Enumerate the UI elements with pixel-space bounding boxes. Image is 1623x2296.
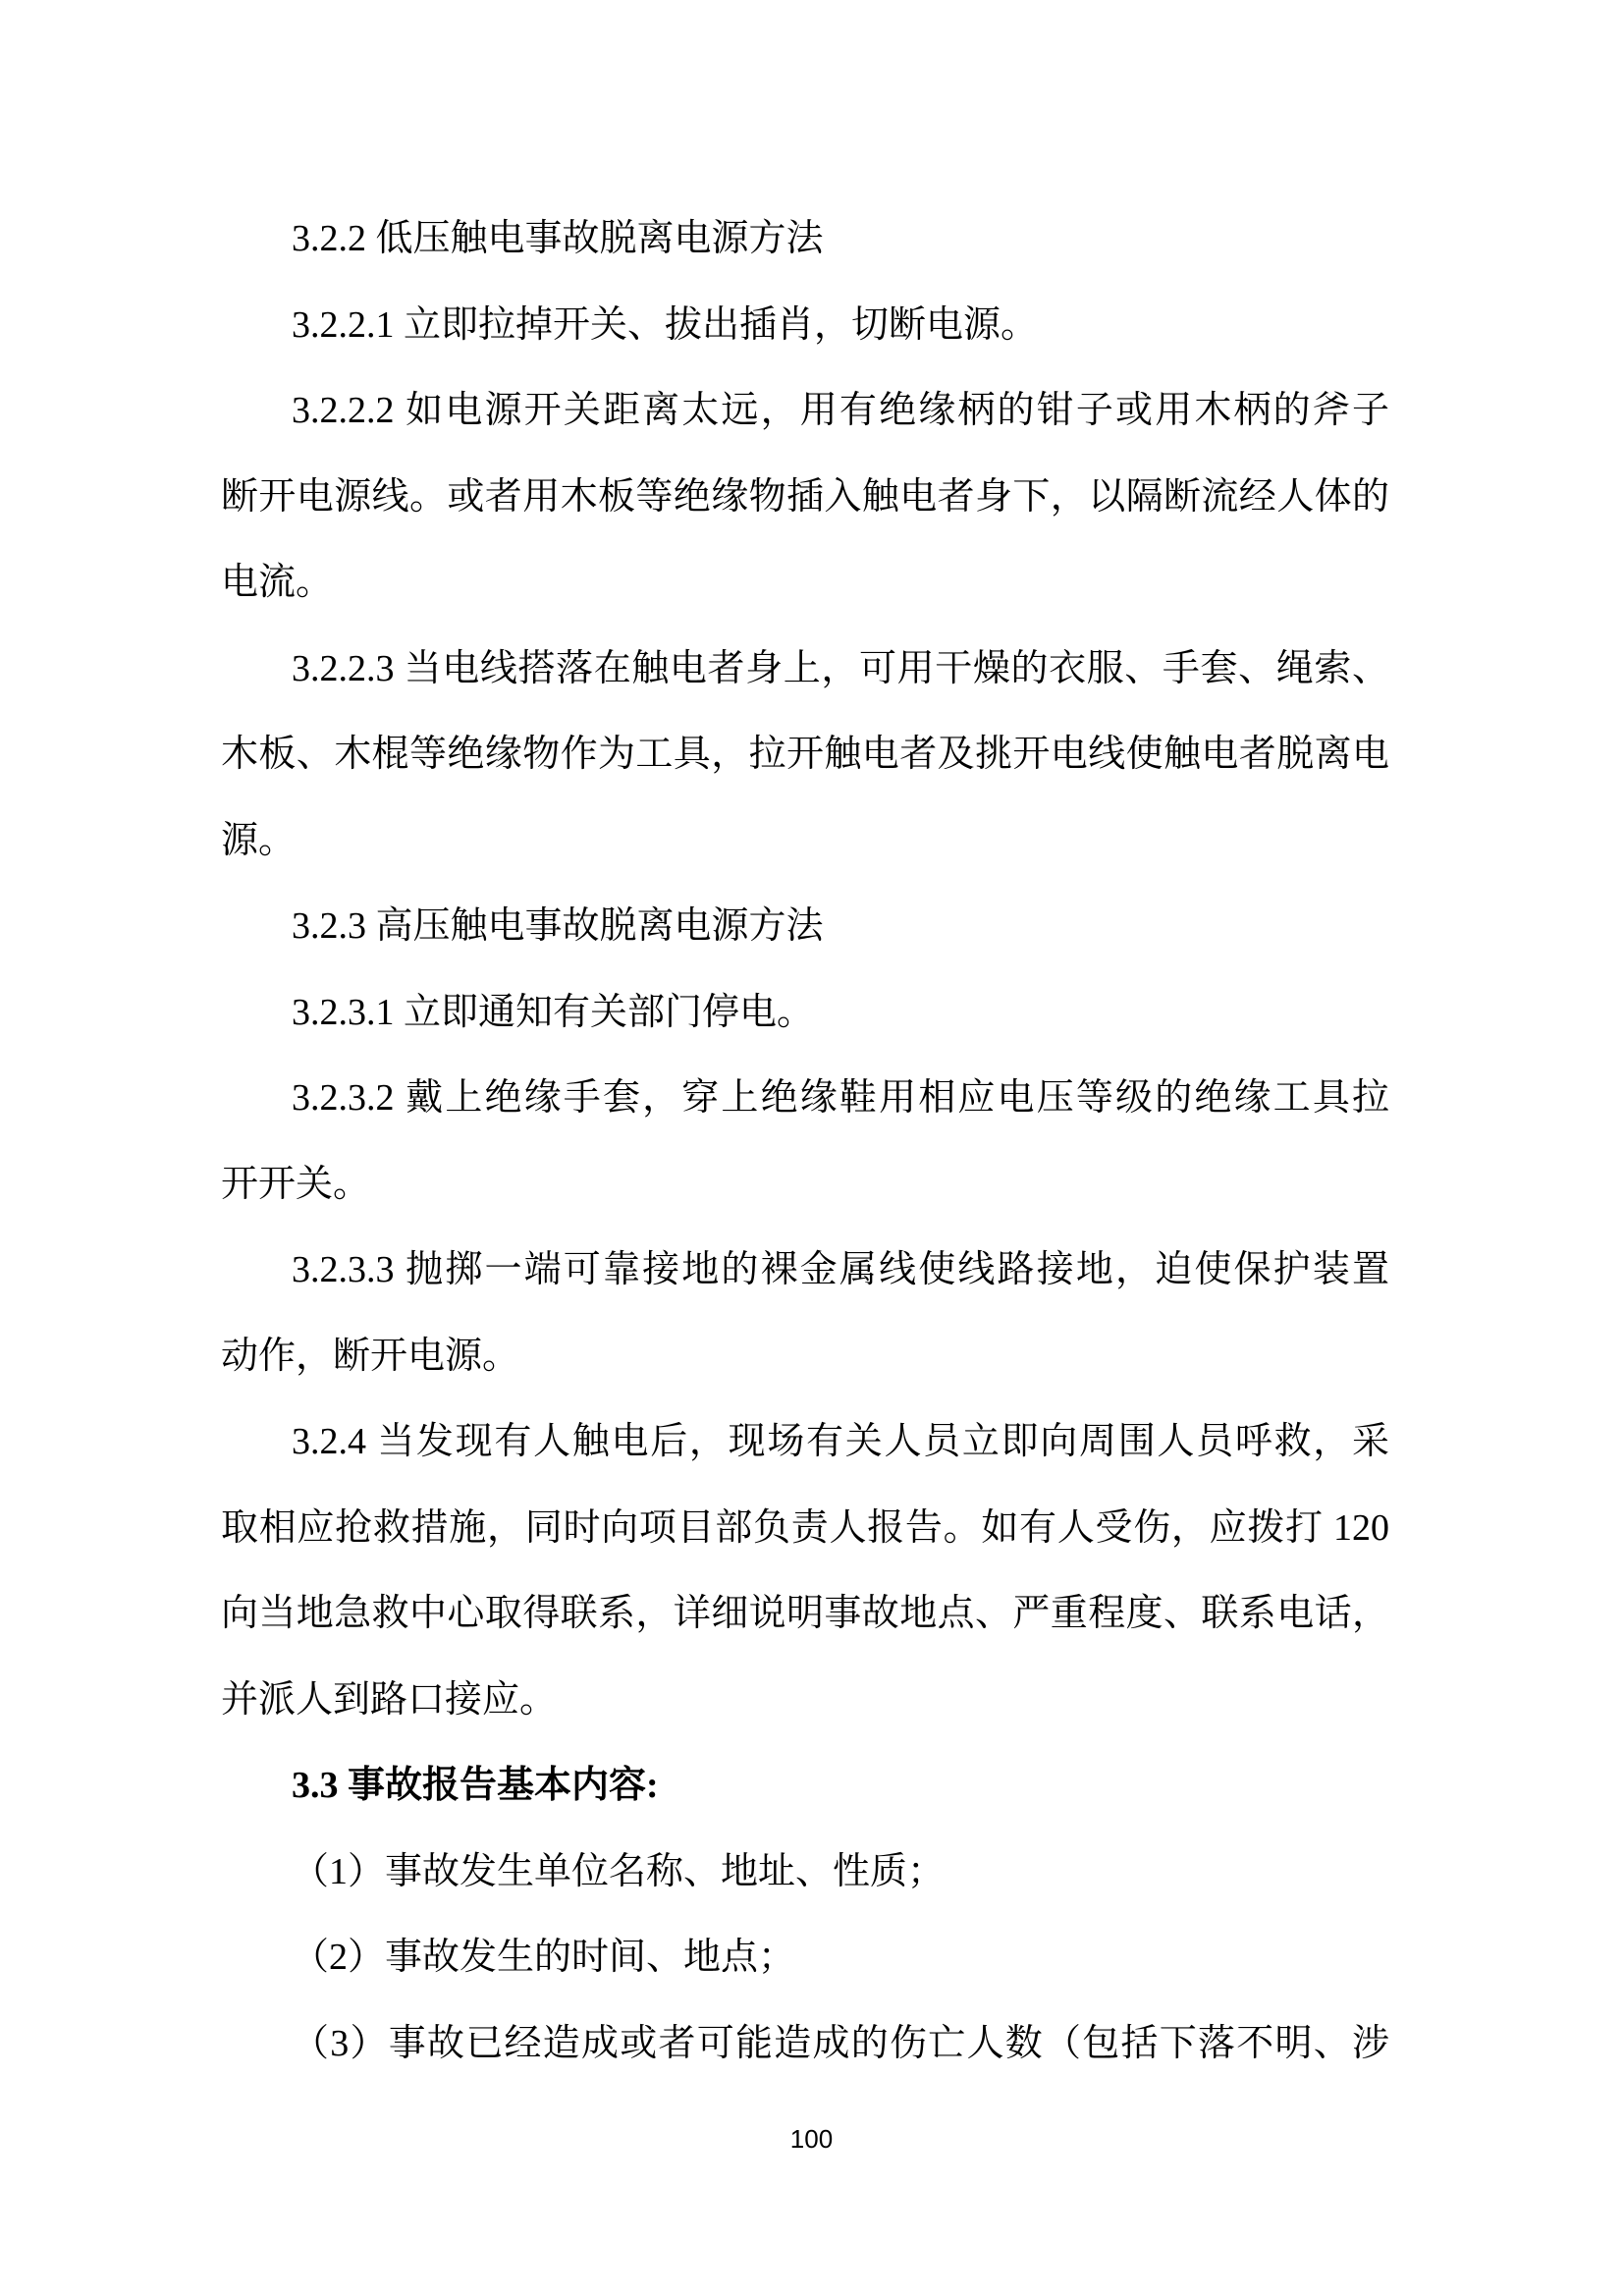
text-line: 3.2.4 当发现有人触电后，现场有关人员立即向周围人员呼救，采 xyxy=(292,1421,1389,1462)
text-line: 3.2.3.2 戴上绝缘手套，穿上绝缘鞋用相应电压等级的绝缘工具拉 xyxy=(292,1077,1389,1119)
text-line: 3.2.3.3 抛掷一端可靠接地的裸金属线使线路接地，迫使保护装置 xyxy=(292,1249,1389,1290)
text-line: 3.2.2.3 当电线搭落在触电者身上，可用干燥的衣服、手套、绳索、 xyxy=(292,647,1389,689)
text-line: 3.2.3.1 立即通知有关部门停电。 xyxy=(292,991,815,1033)
text-line: （1）事故发生单位名称、地址、性质； xyxy=(292,1850,946,1892)
document-body xyxy=(221,196,1389,2087)
text-line: 断开电源线。或者用木板等绝缘物插入触电者身下，以隔断流经人体的 xyxy=(221,475,1389,518)
text-line: 3.2.2.1 立即拉掉开关、拔出插肖，切断电源。 xyxy=(292,303,1039,346)
text-line: 向当地急救中心取得联系，详细说明事故地点、严重程度、联系电话， xyxy=(221,1593,1389,1634)
text-line: 电流。 xyxy=(221,562,334,603)
text-line: （3）事故已经造成或者可能造成的伤亡人数（包括下落不明、涉 xyxy=(292,2022,1389,2064)
page-number: 100 xyxy=(789,2124,834,2154)
text-line: 开开关。 xyxy=(221,1163,371,1205)
text-line: （2）事故发生的时间、地点； xyxy=(292,1937,796,1978)
text-line: 3.2.2 低压触电事故脱离电源方法 xyxy=(292,218,824,259)
text-line: 取相应抢救措施，同时向项目部负责人报告。如有人受伤，应拨打 120 xyxy=(221,1506,1389,1549)
section-heading: 3.3 事故报告基本内容: xyxy=(292,1765,659,1806)
text-line: 并派人到路口接应。 xyxy=(221,1678,558,1721)
text-line: 3.2.2.2 如电源开关距离太远，用有绝缘柄的钳子或用木柄的斧子 xyxy=(292,390,1389,431)
text-line: 3.2.3 高压触电事故脱离电源方法 xyxy=(292,905,824,947)
text-line: 木板、木棍等绝缘物作为工具，拉开触电者及挑开电线使触电者脱离电 xyxy=(221,734,1389,775)
text-line: 源。 xyxy=(221,819,297,861)
text-line: 动作，断开电源。 xyxy=(221,1335,520,1377)
